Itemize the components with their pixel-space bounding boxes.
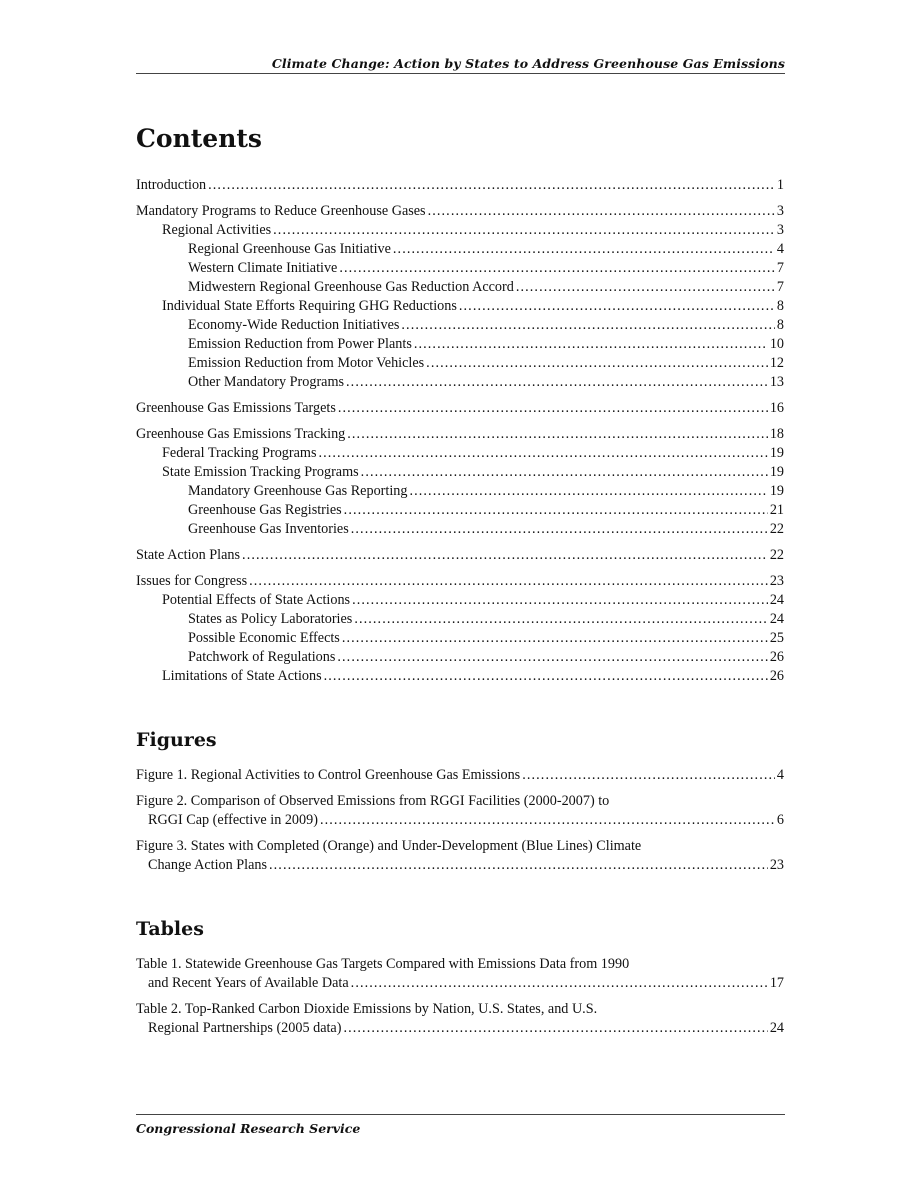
- toc-entry[interactable]: [136, 520, 784, 539]
- toc-page-number: 19: [769, 483, 784, 499]
- toc-entry[interactable]: [136, 316, 784, 335]
- toc-entry-title-line1: Table 2. Top-Ranked Carbon Dioxide Emissions by Nation, U.S. States, and U.S.: [136, 1001, 598, 1017]
- toc-entry[interactable]: [136, 667, 784, 686]
- toc-entry[interactable]: [136, 297, 784, 316]
- dot-leader: [516, 278, 775, 297]
- dot-leader: [428, 202, 775, 221]
- toc-entry-title: State Action Plans: [136, 547, 241, 563]
- dot-leader: [342, 629, 768, 648]
- dot-leader: [318, 444, 767, 463]
- toc-entry[interactable]: [136, 856, 784, 875]
- figures-list: [136, 766, 784, 875]
- toc-page-number: 22: [769, 547, 784, 563]
- contents-heading: Contents: [136, 124, 263, 153]
- dot-leader: [343, 1019, 767, 1038]
- dot-leader: [269, 856, 768, 875]
- toc-entry-title: Midwestern Regional Greenhouse Gas Reduction Accord: [188, 279, 514, 295]
- toc-multiline-entry[interactable]: [136, 955, 784, 993]
- dot-leader: [354, 610, 768, 629]
- running-header: Climate Change: Action by States to Address Greenhouse Gas Emissions: [271, 56, 785, 71]
- toc-page-number: 8: [776, 317, 784, 333]
- tables-list: [136, 955, 784, 1038]
- toc-entry[interactable]: [136, 335, 784, 354]
- toc-entry-title: Greenhouse Gas Emissions Targets: [136, 400, 336, 416]
- toc-entry-title: Potential Effects of State Actions: [162, 592, 351, 608]
- toc-entry-title: and Recent Years of Available Data: [148, 975, 349, 991]
- toc-entry-title-line1: Table 1. Statewide Greenhouse Gas Targets Compared with Emissions Data from 1990: [136, 956, 630, 972]
- dot-leader: [401, 316, 775, 335]
- dot-leader: [346, 373, 768, 392]
- toc-entry[interactable]: [136, 444, 784, 463]
- toc-entry-title: Issues for Congress: [136, 573, 248, 589]
- toc-entry-title: Greenhouse Gas Inventories: [188, 521, 349, 537]
- toc-page-number: 21: [769, 502, 784, 518]
- toc-entry-title: Regional Partnerships (2005 data): [148, 1020, 342, 1036]
- toc-entry-title: Introduction: [136, 177, 207, 193]
- footer-rule: [136, 1114, 785, 1115]
- toc-entry[interactable]: [136, 399, 784, 418]
- toc-entry-title: Greenhouse Gas Emissions Tracking: [136, 426, 346, 442]
- toc-entry-title: State Emission Tracking Programs: [162, 464, 359, 480]
- toc-entry-title: Emission Reduction from Motor Vehicles: [188, 355, 425, 371]
- toc-entry-title: Possible Economic Effects: [188, 630, 340, 646]
- toc-entry[interactable]: [136, 354, 784, 373]
- dot-leader: [414, 335, 768, 354]
- toc-page-number: 19: [769, 445, 784, 461]
- toc-entry[interactable]: [136, 259, 784, 278]
- toc-entry[interactable]: [136, 572, 784, 591]
- toc-page-number: 24: [769, 592, 784, 608]
- toc-entry-title: Change Action Plans: [148, 857, 268, 873]
- toc-entry-title: Federal Tracking Programs: [162, 445, 317, 461]
- toc-entry[interactable]: [136, 591, 784, 610]
- toc-page-number: 17: [769, 975, 784, 991]
- dot-leader: [409, 482, 767, 501]
- dot-leader: [351, 974, 768, 993]
- toc-entry[interactable]: [136, 629, 784, 648]
- dot-leader: [324, 667, 768, 686]
- toc-page-number: 26: [769, 649, 784, 665]
- dot-leader: [208, 176, 775, 195]
- toc-entry[interactable]: [136, 202, 784, 221]
- dot-leader: [242, 546, 768, 565]
- toc-page-number: 8: [776, 298, 784, 314]
- toc-page-number: 13: [769, 374, 784, 390]
- dot-leader: [344, 501, 768, 520]
- toc-multiline-entry[interactable]: [136, 792, 784, 830]
- toc-page-number: 7: [776, 260, 784, 276]
- toc-entry[interactable]: [136, 811, 784, 830]
- toc-entry-title: Western Climate Initiative: [188, 260, 338, 276]
- toc-entry[interactable]: [136, 974, 784, 993]
- toc-entry[interactable]: [136, 648, 784, 667]
- toc-entry[interactable]: [136, 176, 784, 195]
- toc-entry[interactable]: [136, 501, 784, 520]
- dot-leader: [339, 259, 775, 278]
- toc-page-number: 10: [769, 336, 784, 352]
- dot-leader: [426, 354, 768, 373]
- toc-entry[interactable]: [136, 221, 784, 240]
- toc-page-number: 26: [769, 668, 784, 684]
- contents-list: [136, 176, 784, 686]
- toc-entry-title: Figure 1. Regional Activities to Control Greenhouse Gas Emissions: [136, 767, 521, 783]
- dot-leader: [320, 811, 775, 830]
- toc-entry[interactable]: [136, 373, 784, 392]
- tables-heading: Tables: [136, 918, 204, 940]
- toc-entry-title: Emission Reduction from Power Plants: [188, 336, 412, 352]
- toc-entry[interactable]: [136, 425, 784, 444]
- toc-page-number: 24: [769, 1020, 784, 1036]
- dot-leader: [273, 221, 775, 240]
- toc-page-number: 3: [776, 222, 784, 238]
- toc-multiline-entry[interactable]: [136, 837, 784, 875]
- toc-entry[interactable]: [136, 1019, 784, 1038]
- dot-leader: [459, 297, 775, 316]
- toc-page-number: 1: [776, 177, 784, 193]
- toc-page-number: 19: [769, 464, 784, 480]
- toc-multiline-entry[interactable]: [136, 1000, 784, 1038]
- toc-entry[interactable]: [136, 766, 784, 785]
- toc-entry-title: Mandatory Greenhouse Gas Reporting: [188, 483, 408, 499]
- toc-entry-title: Regional Greenhouse Gas Initiative: [188, 241, 391, 257]
- toc-entry[interactable]: [136, 546, 784, 565]
- toc-entry-title: Economy-Wide Reduction Initiatives: [188, 317, 400, 333]
- dot-leader: [338, 399, 768, 418]
- toc-page-number: 23: [769, 573, 784, 589]
- toc-entry-title: Other Mandatory Programs: [188, 374, 345, 390]
- toc-page-number: 23: [769, 857, 784, 873]
- toc-entry-title-line1: Figure 2. Comparison of Observed Emissions from RGGI Facilities (2000-2007) to: [136, 793, 610, 809]
- toc-page-number: 7: [776, 279, 784, 295]
- toc-entry-title: Limitations of State Actions: [162, 668, 322, 684]
- toc-page-number: 24: [769, 611, 784, 627]
- dot-leader: [352, 591, 768, 610]
- toc-entry-title: Individual State Efforts Requiring GHG Reductions: [162, 298, 457, 314]
- toc-entry-title: Greenhouse Gas Registries: [188, 502, 342, 518]
- toc-entry-title-line1: Figure 3. States with Completed (Orange) and Under-Development (Blue Lines) Climate: [136, 838, 642, 854]
- toc-entry-title: Mandatory Programs to Reduce Greenhouse Gases: [136, 203, 426, 219]
- toc-page-number: 4: [776, 767, 784, 783]
- dot-leader: [351, 520, 768, 539]
- toc-entry-title: Regional Activities: [162, 222, 272, 238]
- dot-leader: [347, 425, 768, 444]
- toc-page-number: 4: [776, 241, 784, 257]
- toc-entry[interactable]: [136, 610, 784, 629]
- figures-heading: Figures: [136, 729, 217, 751]
- dot-leader: [337, 648, 767, 667]
- toc-page-number: 3: [776, 203, 784, 219]
- toc-entry[interactable]: [136, 482, 784, 501]
- dot-leader: [249, 572, 768, 591]
- toc-page-number: 25: [769, 630, 784, 646]
- header-rule: [136, 73, 785, 74]
- toc-entry-title: Patchwork of Regulations: [188, 649, 336, 665]
- dot-leader: [361, 463, 768, 482]
- toc-entry-title: States as Policy Laboratories: [188, 611, 353, 627]
- toc-page-number: 6: [776, 812, 784, 828]
- toc-page-number: 22: [769, 521, 784, 537]
- toc-page-number: 16: [769, 400, 784, 416]
- toc-page-number: 12: [769, 355, 784, 371]
- dot-leader: [393, 240, 775, 259]
- dot-leader: [522, 766, 775, 785]
- toc-entry-title: RGGI Cap (effective in 2009): [148, 812, 318, 828]
- toc-entry[interactable]: [136, 240, 784, 259]
- toc-entry[interactable]: [136, 463, 784, 482]
- toc-entry[interactable]: [136, 278, 784, 297]
- toc-page-number: 18: [769, 426, 784, 442]
- footer: Congressional Research Service: [136, 1121, 361, 1136]
